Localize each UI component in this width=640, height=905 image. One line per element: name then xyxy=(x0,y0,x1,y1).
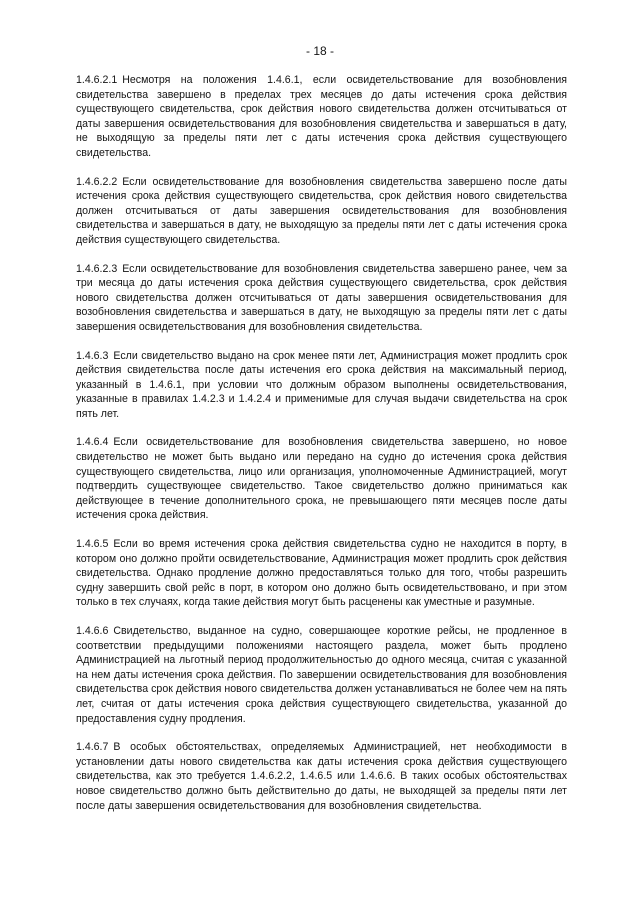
paragraph-text: Если свидетельство выдано на срок менее пяти лет, Администрация может продлить срок действия свидетельства после даты истечения его срока действия на максимальный период, указанный в 1.4.6.1, при условии что должным образом выполнены освидетельствования, указанные в правилах 1.4.2.3 и 1.4.2.4 и применимые для случая выдачи свидетельства на срок пять лет. xyxy=(76,349,567,420)
paragraph-1-4-6-2-3 xyxy=(76,262,567,335)
paragraph-number: 1.4.6.2.3 xyxy=(76,262,118,275)
paragraph-1-4-6-3 xyxy=(76,349,567,422)
paragraph-number: 1.4.6.7 xyxy=(76,741,109,754)
paragraph-text: В особых обстоятельствах, определяемых Администрацией, нет необходимости в установлении даты нового свидетельства как даты истечения срока действия существующего свидетельства, как это требуется 1.4.6.2.2, 1.4.6.5 или 1.4.6.6. В таких особых обстоятельствах новое свидетельство должно быть действительно до даты, не выходящей за пределы пяти лет после даты завершения освидетельствования для возобновления свидетельства. xyxy=(76,741,567,812)
document-body xyxy=(76,73,567,827)
paragraph-number: 1.4.6.4 xyxy=(76,436,109,449)
paragraph-number: 1.4.6.3 xyxy=(76,349,109,362)
paragraph-number: 1.4.6.5 xyxy=(76,538,109,551)
paragraph-number: 1.4.6.2.2 xyxy=(76,175,118,188)
paragraph-number: 1.4.6.2.1 xyxy=(76,74,118,86)
paragraph-text: Если освидетельствование для возобновления свидетельства завершено, но новое свидетельство не может быть выдано или передано на судно до истечения срока действия существующего свидетельства, лицо или организация, уполномоченные Администрацией, могут подтвердить существующее свидетельство. Такое свидетельство должно приниматься как действующее в течение дополнительного срока, не превышающего пяти месяцев после даты истечения срока действия. xyxy=(76,436,567,522)
paragraph-text: Если освидетельствование для возобновления свидетельства завершено после даты истечения срока действия существующего свидетельства, срок действия нового свидетельства должен отсчитываться от даты завершения освидетельствования для возобновления свидетельства и завершаться в дату, не выходящую за пределы пяти лет с даты истечения срока действия существующего свидетельства. xyxy=(76,175,567,246)
paragraph-1-4-6-6 xyxy=(76,624,567,726)
paragraph-1-4-6-7 xyxy=(76,740,567,813)
paragraph-text: Если освидетельствование для возобновления свидетельства завершено ранее, чем за три месяца до даты истечения срока действия существующего свидетельства, срок действия нового свидетельства должен отсчитываться от даты завершения освидетельствования для возобновления свидетельства и завершаться в дату, не выходящую за пределы пяти лет с даты завершения освидетельствования для возобновления свидетельства. xyxy=(76,262,567,333)
paragraph-1-4-6-5 xyxy=(76,537,567,610)
paragraph-1-4-6-4 xyxy=(76,435,567,523)
paragraph-text: Несмотря на положения 1.4.6.1, если освидетельствование для возобновления свидетельства завершено в пределах трех месяцев до даты истечения срока действия существующего свидетельства, срок действия нового свидетельства должен отсчитываться от даты завершения освидетельствования для возобновления свидетельства и завершаться в дату, не выходящую за пределы пяти лет с даты истечения срока действия существующего свидетельства. xyxy=(76,74,567,159)
page-number: - 18 - xyxy=(305,44,334,58)
paragraph-text: Свидетельство, выданное на судно, совершающее короткие рейсы, не продленное в соответствии предыдущими положениями настоящего раздела, может быть продлено Администрацией на льготный период продолжительностью до одного месяца, считая с указанной на нем даты истечения срока действия. По завершении освидетельствования для возобновления свидетельства срок действия нового свидетельства должен устанавливаться не более чем на пять лет, считая от даты истечения срока действия существующего свидетельства, указанной до предоставления судну продления. xyxy=(76,625,567,725)
paragraph-number: 1.4.6.6 xyxy=(76,625,109,637)
paragraph-1-4-6-2-2 xyxy=(76,175,567,248)
paragraph-text: Если во время истечения срока действия свидетельства судно не находится в порту, в котором оно должно пройти освидетельствование, Администрация может продлить срок действия свидетельства. Однако продление должно предоставляться только для того, чтобы разрешить судну завершить свой рейс в порт, в котором оно должно быть освидетельствовано, и при этом только в тех случаях, когда такие действия могут быть расценены как уместные и разумные. xyxy=(76,538,567,609)
paragraph-1-4-6-2-1 xyxy=(76,73,567,161)
